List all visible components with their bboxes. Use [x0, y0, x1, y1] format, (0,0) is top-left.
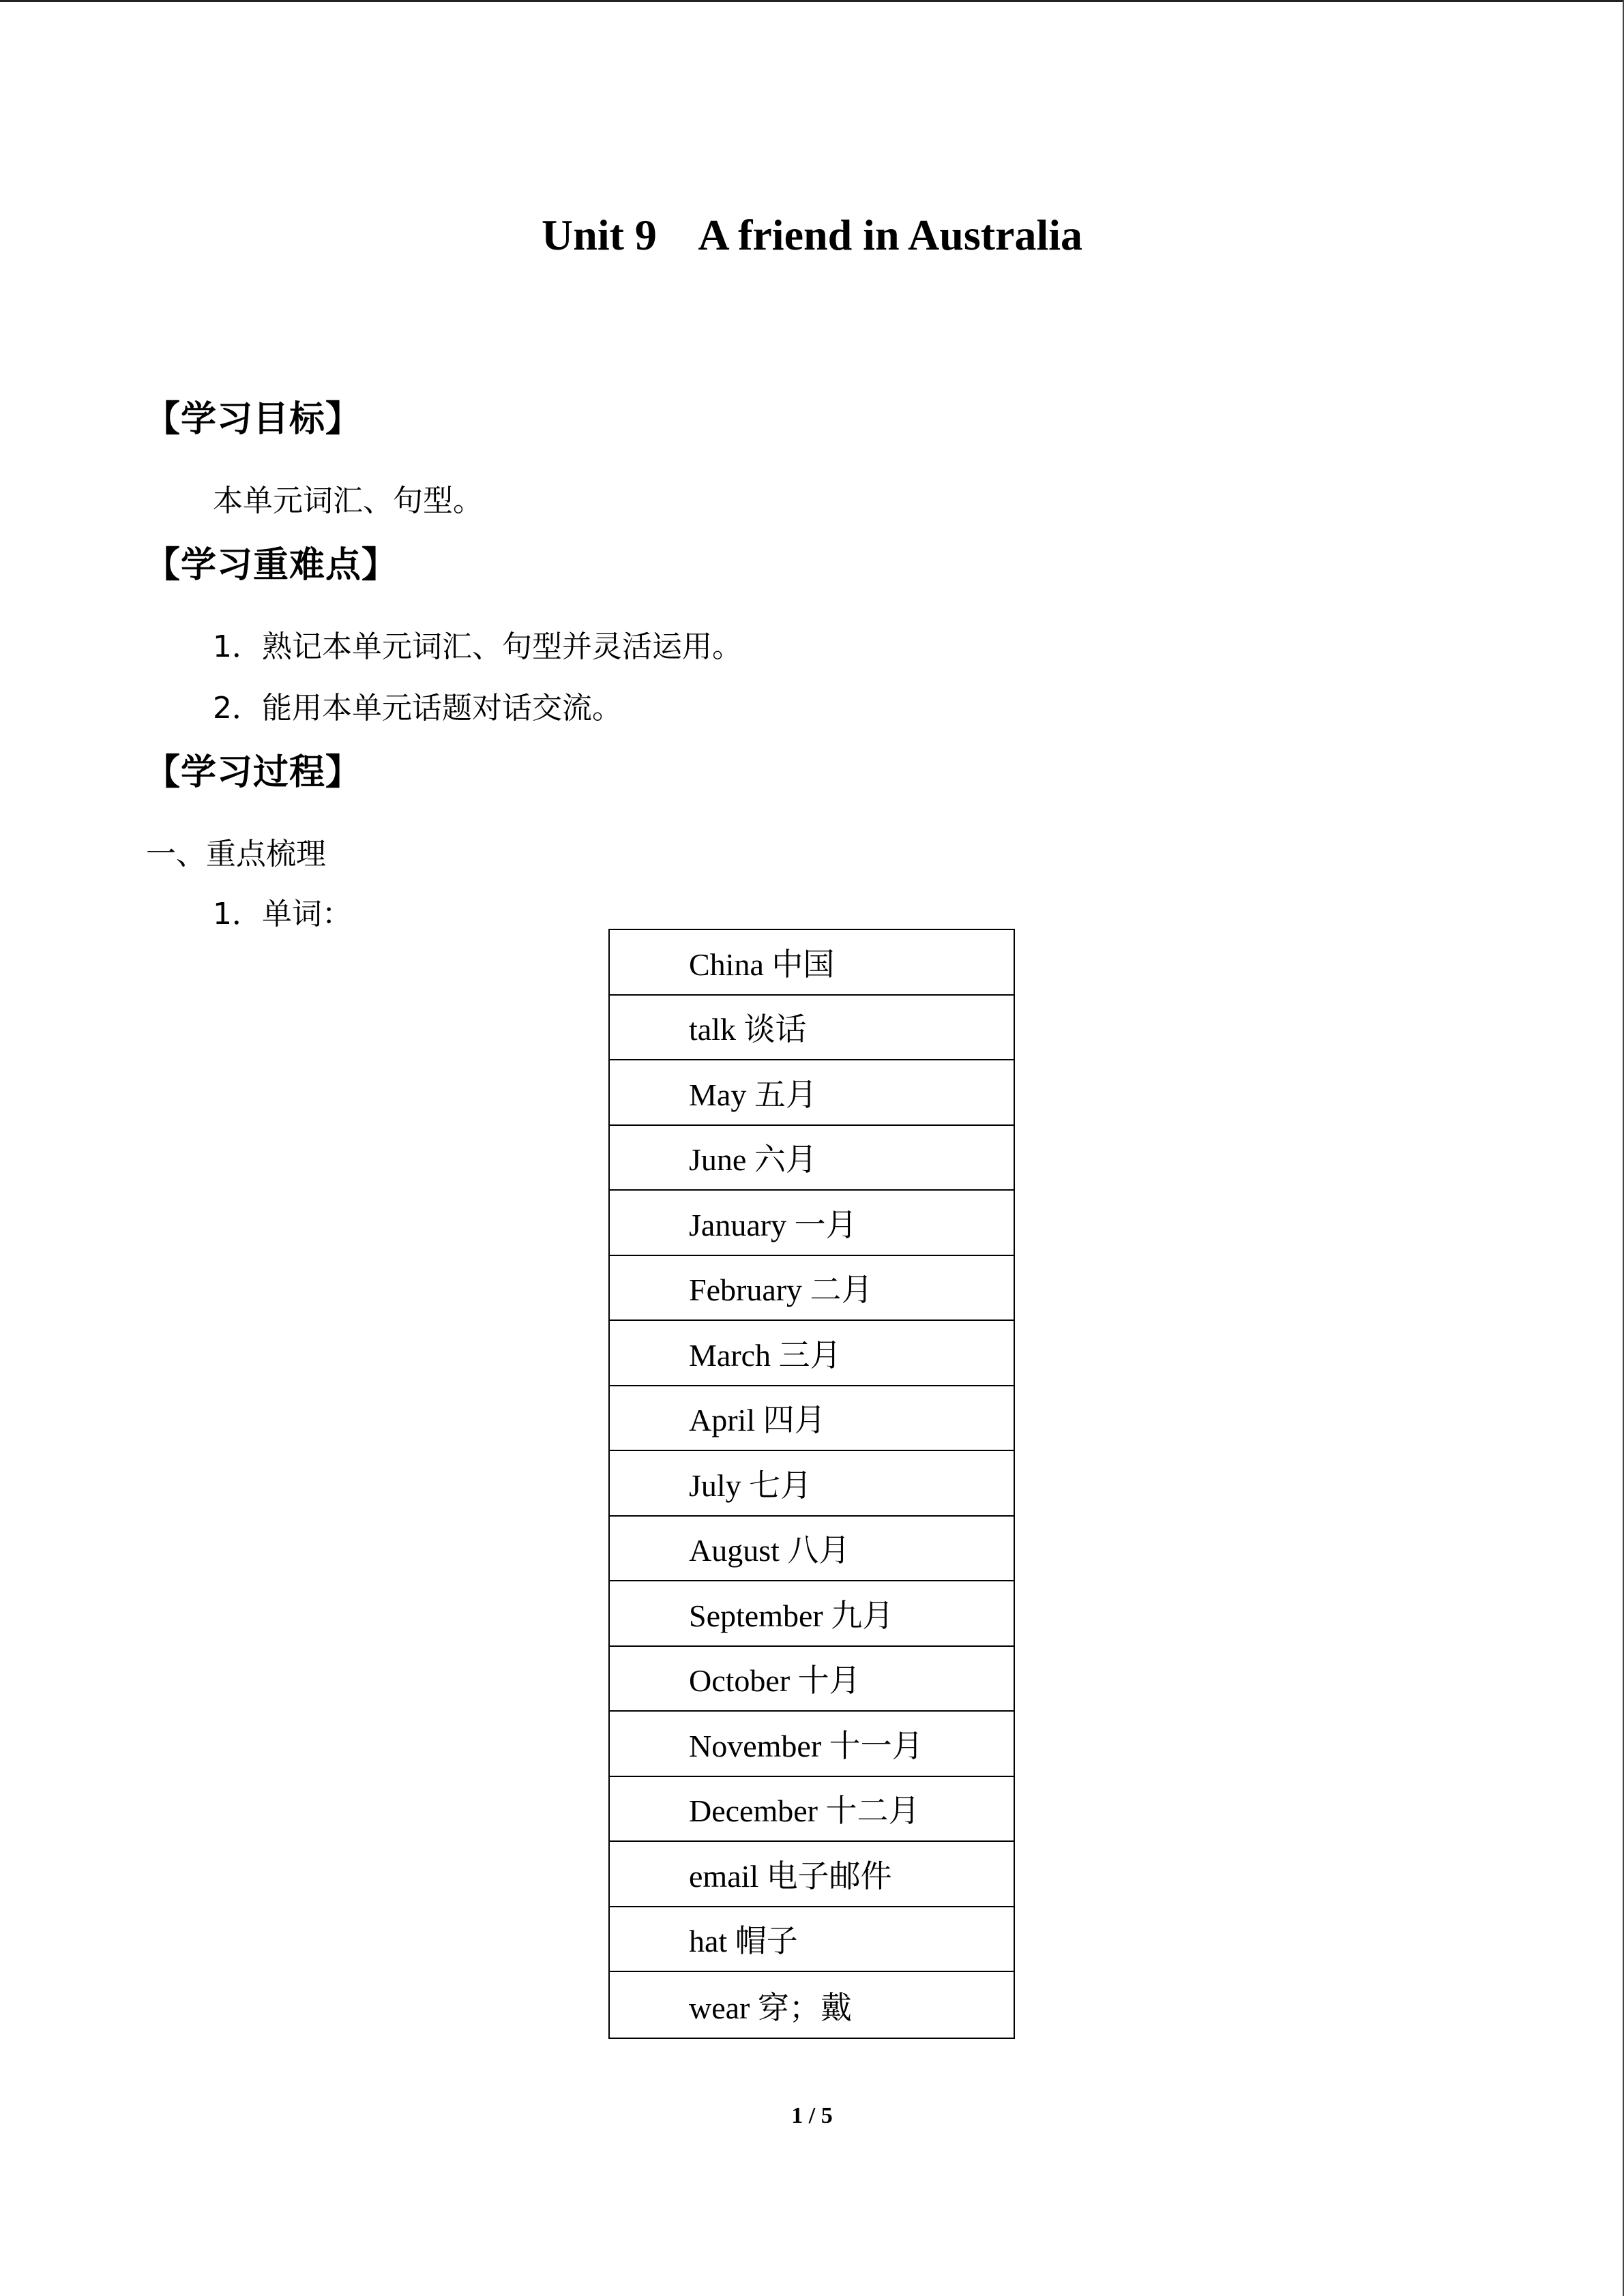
process-heading: 【学习过程】 — [145, 752, 362, 793]
vocab-entry: February 二月 — [689, 1272, 873, 1307]
table-row — [610, 1777, 1014, 1843]
vocab-entry: June 六月 — [689, 1142, 817, 1177]
key-point-item-2: 2．能用本单元话题对话交流。 — [213, 691, 622, 726]
table-row — [610, 1256, 1014, 1322]
key-points-heading: 【学习重难点】 — [145, 545, 398, 586]
table-row — [610, 1972, 1014, 2038]
vocab-entry: talk 谈话 — [689, 1012, 807, 1047]
document-title: Unit 9 A friend in Australia — [542, 211, 1082, 259]
vocab-entry: wear 穿；戴 — [689, 1990, 852, 2025]
top-border — [0, 0, 1624, 2]
vocabulary-label: 1．单词： — [213, 897, 352, 931]
table-row — [610, 1712, 1014, 1777]
objectives-body: 本单元词汇、句型。 — [213, 483, 483, 518]
vocabulary-table — [608, 929, 1015, 2039]
vocab-entry: July 七月 — [689, 1467, 812, 1503]
vocab-entry: email 电子邮件 — [689, 1858, 892, 1894]
vocab-entry: September 九月 — [689, 1598, 894, 1633]
table-row — [610, 996, 1014, 1061]
vocab-entry: December 十二月 — [689, 1793, 920, 1828]
vocab-entry: January 一月 — [689, 1207, 857, 1242]
vocab-entry: November 十一月 — [689, 1728, 924, 1763]
table-row — [610, 1517, 1014, 1582]
table-row — [610, 1060, 1014, 1126]
vocab-entry: August 八月 — [689, 1533, 851, 1568]
table-row — [610, 1581, 1014, 1647]
key-point-item-1: 1．熟记本单元词汇、句型并灵活运用。 — [213, 629, 742, 664]
page-number: 1 / 5 — [791, 2103, 833, 2128]
table-row — [610, 1842, 1014, 1907]
table-row — [610, 1451, 1014, 1517]
objectives-heading: 【学习目标】 — [145, 399, 362, 440]
table-row — [610, 1386, 1014, 1452]
vocab-entry: hat 帽子 — [689, 1924, 798, 1958]
table-row — [610, 1126, 1014, 1191]
vocab-entry: April 四月 — [689, 1403, 826, 1437]
vocab-entry: March 三月 — [689, 1337, 842, 1373]
table-row — [610, 1191, 1014, 1256]
table-row — [610, 1321, 1014, 1386]
vocab-entry: China 中国 — [689, 946, 835, 982]
vocab-entry: May 五月 — [689, 1077, 817, 1112]
table-row — [610, 1647, 1014, 1712]
process-subheading: 一、重点梳理 — [146, 837, 326, 871]
vocab-entry: October 十月 — [689, 1663, 861, 1698]
table-row — [610, 1907, 1014, 1973]
table-row — [610, 930, 1014, 996]
